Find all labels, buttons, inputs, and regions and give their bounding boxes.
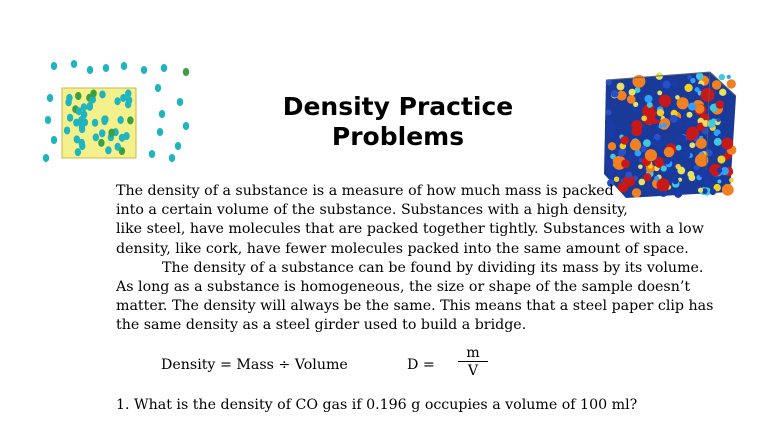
molecule-dot <box>121 62 127 70</box>
atom-sphere <box>608 142 616 150</box>
paragraph1-line-1: The density of a substance is a measure of how much mass is packed <box>116 183 614 199</box>
molecule-dot <box>155 84 161 92</box>
atom-sphere <box>672 81 678 87</box>
atom-sphere <box>689 142 695 148</box>
atom-sphere <box>629 89 636 96</box>
atom-sphere <box>617 171 623 177</box>
atom-sphere <box>647 102 653 108</box>
atom-sphere <box>608 166 616 174</box>
atom-sphere <box>684 84 692 92</box>
molecule-dot <box>64 126 70 134</box>
atom-sphere <box>643 173 651 181</box>
atom-sphere <box>696 138 707 149</box>
atom-sphere <box>633 107 640 114</box>
atom-sphere <box>727 79 736 88</box>
atom-sphere <box>621 159 630 168</box>
molecule-dot <box>79 125 85 133</box>
atom-sphere <box>729 178 734 183</box>
packed-cube-illustration <box>598 70 740 200</box>
atom-sphere <box>606 129 613 136</box>
atom-sphere <box>618 149 625 156</box>
atom-sphere <box>701 88 715 102</box>
atom-sphere <box>690 91 695 96</box>
molecule-dot <box>105 146 111 154</box>
molecule-dot <box>51 136 57 144</box>
molecule-dot <box>75 92 81 100</box>
atom-sphere <box>617 91 627 101</box>
atom-sphere <box>620 136 629 145</box>
atom-sphere <box>677 167 685 175</box>
atom-sphere <box>664 147 674 157</box>
molecule-dot <box>120 94 126 102</box>
atom-sphere <box>630 139 641 150</box>
atom-sphere <box>666 166 673 173</box>
atom-sphere <box>670 115 678 123</box>
molecules-box-illustration <box>40 58 200 168</box>
density-formula-words: Density = Mass ÷ Volume <box>161 357 348 373</box>
atom-sphere <box>698 188 703 193</box>
atom-sphere <box>640 146 647 153</box>
paragraph1-line-3: like steel, have molecules that are packed together tightly. Substances with a low <box>116 221 704 238</box>
atom-sphere <box>719 148 726 155</box>
molecule-dot <box>127 116 133 124</box>
molecule-dot <box>157 128 163 136</box>
atom-sphere <box>678 122 683 127</box>
atom-sphere <box>663 157 670 164</box>
molecule-dot <box>73 119 79 127</box>
molecule-dot <box>99 129 105 137</box>
atom-sphere <box>719 74 725 80</box>
atom-sphere <box>688 103 696 111</box>
atom-sphere <box>699 170 707 178</box>
molecule-dot <box>123 132 129 140</box>
question-1: 1. What is the density of CO gas if 0.196 g occupies a volume of 100 ml? <box>116 397 638 413</box>
molecule-dot <box>108 129 114 137</box>
atom-sphere <box>716 118 720 122</box>
atom-sphere <box>721 138 733 150</box>
atom-sphere <box>638 164 643 169</box>
molecule-dot <box>90 90 96 98</box>
atom-sphere <box>677 97 689 109</box>
molecule-dot <box>114 97 120 105</box>
molecule-dot <box>99 90 105 98</box>
molecule-dot <box>76 107 82 115</box>
molecule-dot <box>79 139 85 147</box>
atom-sphere <box>611 90 619 98</box>
atom-sphere <box>717 168 722 173</box>
density-formula-symbol: D = <box>407 357 435 373</box>
atom-sphere <box>719 89 726 96</box>
atom-sphere <box>645 149 657 161</box>
atom-sphere <box>710 189 716 195</box>
fraction-denominator: V <box>467 363 479 379</box>
molecule-dot <box>93 133 99 141</box>
molecule-dot <box>117 116 123 124</box>
molecule-dot <box>161 64 167 72</box>
paragraph2-line-2: As long as a substance is homogeneous, the size or shape of the sample doesn’t <box>116 279 691 296</box>
molecule-dot <box>98 139 104 147</box>
molecule-dot <box>159 110 165 118</box>
atom-sphere <box>645 95 653 103</box>
atom-sphere <box>661 165 667 171</box>
molecule-dot <box>92 119 98 127</box>
atom-sphere <box>702 120 709 127</box>
atom-sphere <box>686 112 692 118</box>
molecule-dot <box>141 66 147 74</box>
paragraph1-line-4: density, like cork, have fewer molecules packed into the same amount of space. <box>116 240 689 257</box>
density-fraction <box>458 345 488 380</box>
atom-sphere <box>658 124 662 128</box>
atom-sphere <box>606 109 612 115</box>
atom-sphere <box>687 75 691 79</box>
molecule-dot <box>71 60 77 68</box>
atom-sphere <box>717 179 721 183</box>
atom-sphere <box>617 83 625 91</box>
molecule-dot <box>183 122 189 130</box>
molecule-dot <box>51 62 57 70</box>
molecule-dot <box>87 103 93 111</box>
molecule-dot <box>177 98 183 106</box>
atom-sphere <box>722 184 734 196</box>
atom-sphere <box>716 100 724 108</box>
paragraph2-line-3: matter. The density will always be the same. This means that a steel paper clip has <box>116 298 714 315</box>
atom-sphere <box>606 159 613 166</box>
molecule-dot <box>67 114 73 122</box>
molecule-dot <box>149 150 155 158</box>
atom-sphere <box>616 139 621 144</box>
atom-sphere <box>695 87 700 92</box>
paragraph2-line-1: The density of a substance can be found by dividing its mass by its volume. <box>162 259 704 276</box>
atom-sphere <box>663 81 671 89</box>
atom-sphere <box>659 95 672 108</box>
molecule-dot <box>175 142 181 150</box>
atom-sphere <box>641 115 647 121</box>
atom-sphere <box>676 145 682 151</box>
atom-sphere <box>662 123 667 128</box>
atom-sphere <box>714 138 722 146</box>
atom-sphere <box>657 109 664 116</box>
page-title <box>230 92 566 152</box>
atom-sphere <box>627 95 636 104</box>
atom-sphere <box>684 151 691 158</box>
molecule-dot <box>45 116 51 124</box>
atom-sphere <box>702 177 710 185</box>
molecule-dot <box>103 64 109 72</box>
molecule-dot <box>66 94 72 102</box>
atom-sphere <box>689 174 696 181</box>
title-line-2: Problems <box>331 122 465 151</box>
molecule-dot <box>102 115 108 123</box>
paragraph2-line-4: the same density as a steel girder used to build a bridge. <box>116 317 527 334</box>
molecule-dot <box>169 154 175 162</box>
atom-sphere <box>685 164 689 168</box>
molecule-dot <box>82 118 88 126</box>
paragraph1-line-2: into a certain volume of the substance. Substances with a high density, <box>116 202 628 219</box>
title-line-1: Density Practice <box>282 92 514 121</box>
atom-sphere <box>679 135 686 142</box>
molecule-dot <box>183 68 189 76</box>
molecule-dot <box>43 154 49 162</box>
molecule-dot <box>87 66 93 74</box>
atom-sphere <box>625 171 632 178</box>
atom-sphere <box>635 150 642 157</box>
molecule-dot <box>125 100 131 108</box>
body-text <box>116 182 714 336</box>
atom-sphere <box>651 139 657 145</box>
molecule-dot <box>47 94 53 102</box>
atom-sphere <box>657 90 662 95</box>
molecule-dot <box>75 148 81 156</box>
atom-sphere <box>727 75 731 79</box>
molecule-dot <box>115 143 121 151</box>
fraction-numerator: m <box>458 345 488 362</box>
atom-sphere <box>717 155 725 163</box>
atom-sphere <box>686 130 696 140</box>
atom-sphere <box>695 104 705 114</box>
atom-sphere <box>696 73 703 80</box>
atom-sphere <box>632 125 643 136</box>
atom-sphere <box>690 78 695 83</box>
atom-sphere <box>707 173 711 177</box>
